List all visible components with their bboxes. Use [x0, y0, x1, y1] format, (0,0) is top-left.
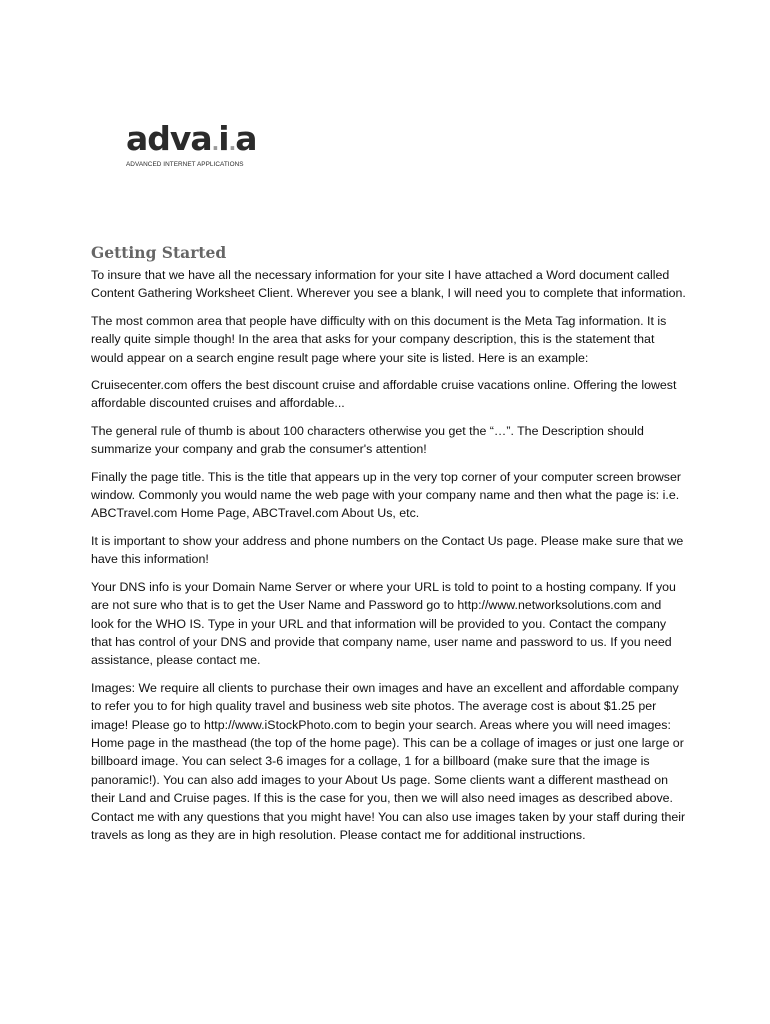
document-body [91, 242, 686, 853]
logo-dot: . [228, 131, 236, 155]
paragraph-example: Cruisecenter.com offers the best discount cruise and affordable cruise vacations online. Offering the lowest affordable discounted cruises and affordable... [91, 378, 677, 411]
paragraph-contact-info: It is important to show your address and phone numbers on the Contact Us page. Please make sure that we have this information! [91, 533, 684, 567]
paragraph-rule-of-thumb: The general rule of thumb is about 100 characters otherwise you get the “…”. The Description should summarize your company and grab the consumer's attention! [91, 423, 644, 457]
logo-wordmark-i: i [218, 119, 229, 158]
logo-tagline: ADVANCED INTERNET APPLICATIONS [126, 161, 244, 168]
logo-wordmark-adva: adva [126, 119, 212, 158]
paragraph-worksheet-intro: To insure that we have all the necessary information for your site I have attached a Word document called Content Gathering Worksheet Client. Wherever you see a blank, I will need you to complete that information. [91, 268, 686, 301]
logo-wordmark-a: a [235, 119, 257, 158]
logo-dot: . [211, 131, 219, 155]
section-heading: Getting Started [91, 243, 227, 262]
paragraph-dns: Your DNS info is your Domain Name Server or where your URL is told to point to a hosting company. If you are not sure who that is to get the User Name and Password go to http://www.networksolutions.com and look for the WHO IS. Type in your URL and that information will be provided to you. Contact the company that has control of your DNS and provide that company name, user name and password to us. If you need assistance, please contact me. [91, 579, 676, 668]
paragraph-meta-tag: The most common area that people have difficulty with on this document is the Meta Tag information. It is really quite simple though! In the area that asks for your company description, this is the statement that would appear on a search engine result page where your site is listed. Here is an example: [91, 313, 667, 365]
advaia-logo [126, 119, 257, 168]
paragraph-images: Images: We require all clients to purchase their own images and have an excellent and affordable company to refer you to for high quality travel and business web site photos. The average cost is about $1.25 per image! Please go to http://www.iStockPhoto.com to begin your search. Areas where you will need images: Home page in the masthead (the top of the home page). This can be a collage of images or just one large or billboard image. You can select 3-6 images for a collage, 1 for a billboard (make sure that the image is panoramic!). You can also add images to your About Us page. Some clients want a different masthead on their Land and Cruise pages. If this is the case for you, then we will also need images as described above. Contact me with any questions that you might have! You can also use images taken by your staff during their travels as long as they are in high resolution. Please contact me for additional instructions. [91, 680, 686, 842]
paragraph-page-title: Finally the page title. This is the title that appears up in the very top corner of your computer screen browser window. Commonly you would name the web page with your company name and then what the page is: i.e. ABCTravel.com Home Page, ABCTravel.com About Us, etc. [91, 469, 682, 521]
logo-wordmark [126, 119, 257, 160]
